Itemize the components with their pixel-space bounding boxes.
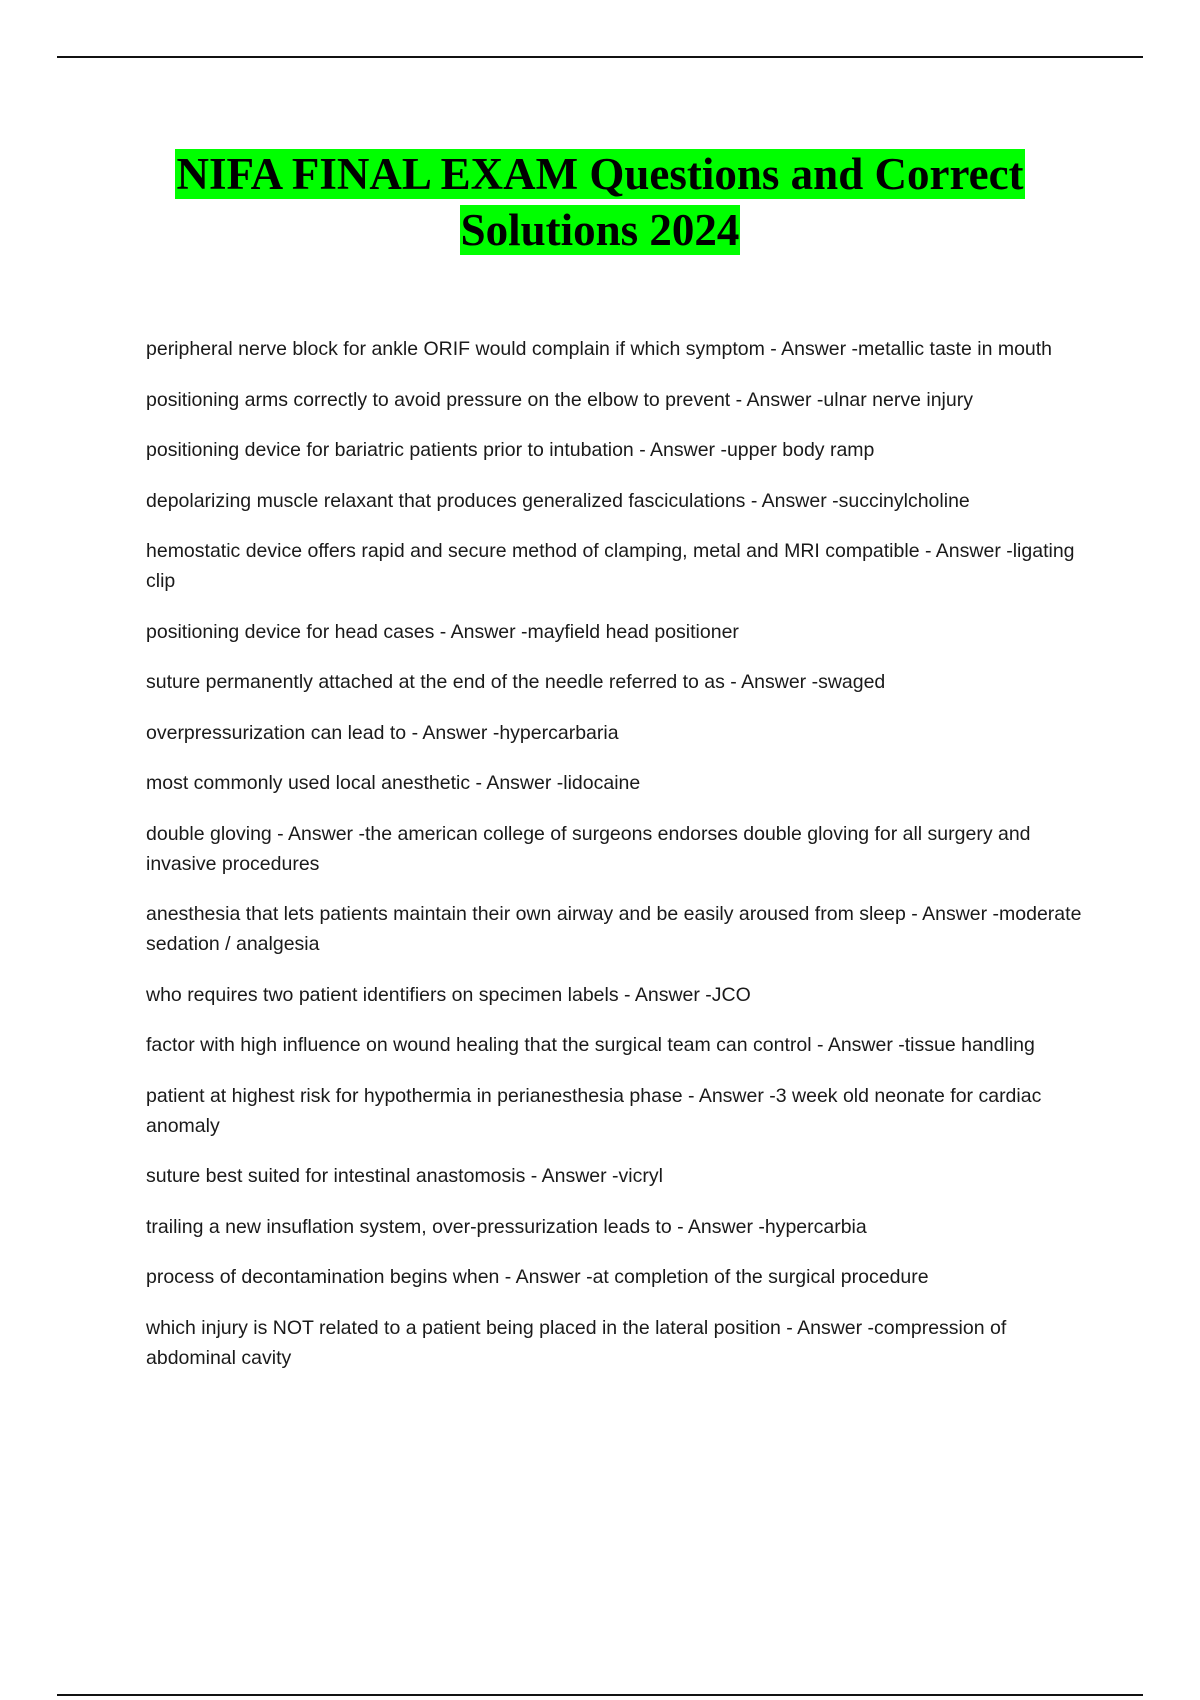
qa-item: which injury is NOT related to a patient being placed in the lateral position - Answer -compression of abdominal cavity: [146, 1316, 1007, 1369]
qa-item: suture best suited for intestinal anastomosis - Answer -vicryl: [146, 1165, 663, 1187]
qa-item: positioning arms correctly to avoid pressure on the elbow to prevent - Answer -ulnar nerve injury: [146, 388, 973, 411]
qa-item: suture permanently attached at the end of the needle referred to as - Answer -swaged: [146, 671, 886, 693]
qa-item: depolarizing muscle relaxant that produces generalized fasciculations - Answer -succinylcholine: [146, 489, 970, 512]
qa-item: who requires two patient identifiers on specimen labels - Answer -JCO: [146, 983, 751, 1006]
header-rule: [57, 56, 1143, 58]
document-title: [60, 146, 1140, 258]
qa-item: anesthesia that lets patients maintain their own airway and be easily aroused from sleep - Answer -moderate sedation / analgesia: [146, 903, 1082, 955]
qa-list: [146, 334, 1086, 1393]
qa-item: most commonly used local anesthetic - Answer -lidocaine: [146, 772, 641, 794]
qa-item: peripheral nerve block for ankle ORIF would complain if which symptom - Answer -metallic taste in mouth: [146, 338, 1053, 360]
qa-item: double gloving - Answer -the american college of surgeons endorses double gloving for all surgery and invasive procedures: [146, 822, 1031, 875]
qa-item: patient at highest risk for hypothermia in perianesthesia phase - Answer -3 week old neonate for cardiac anomaly: [146, 1084, 1042, 1137]
qa-item: factor with high influence on wound healing that the surgical team can control - Answer -tissue handling: [146, 1034, 1035, 1056]
qa-item: positioning device for bariatric patients prior to intubation - Answer -upper body ramp: [146, 439, 875, 461]
title-line-2: Solutions 2024: [460, 205, 740, 255]
qa-item: positioning device for head cases - Answer -mayfield head positioner: [146, 620, 739, 643]
qa-item: process of decontamination begins when - Answer -at completion of the surgical procedure: [146, 1266, 929, 1288]
title-line-1: NIFA FINAL EXAM Questions and Correct: [176, 149, 1024, 199]
qa-item: trailing a new insuflation system, over-pressurization leads to - Answer -hypercarbia: [146, 1215, 867, 1238]
footer-rule: [57, 1694, 1143, 1696]
qa-item: hemostatic device offers rapid and secure method of clamping, metal and MRI compatible - Answer -ligating clip: [146, 540, 1075, 592]
qa-item: overpressurization can lead to - Answer -hypercarbaria: [146, 721, 619, 744]
